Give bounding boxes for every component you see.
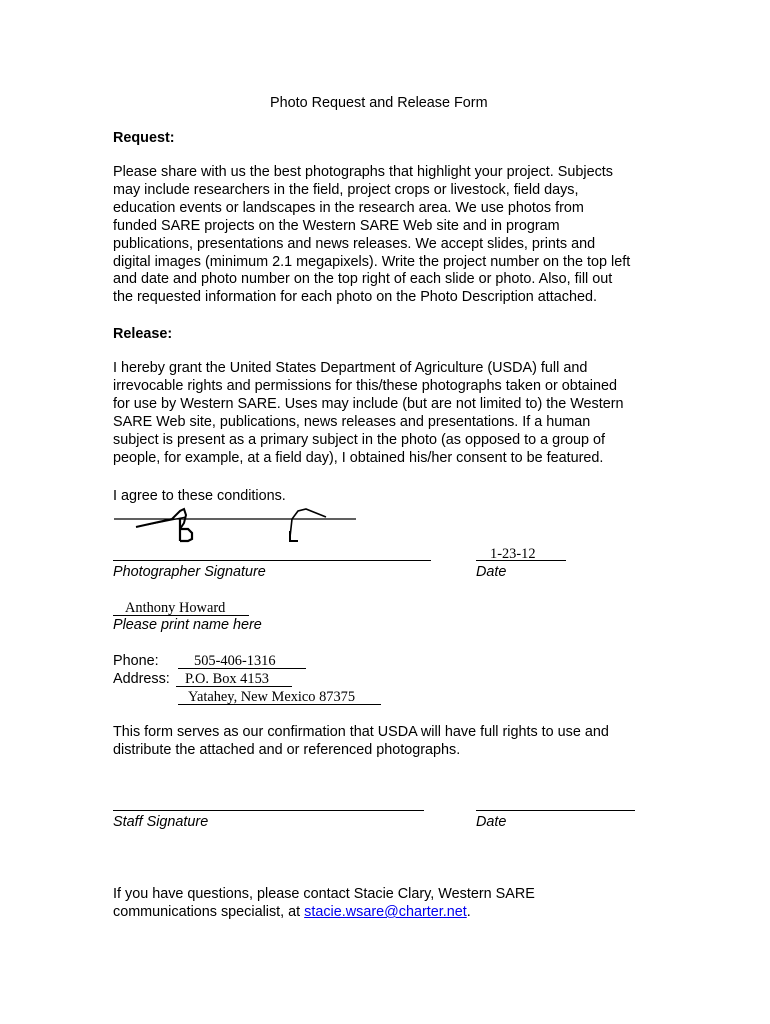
request-line: the requested information for each photo on the Photo Description attached. bbox=[113, 289, 597, 306]
release-line: people, for example, at a field day), I obtained his/her consent to be featured. bbox=[113, 449, 604, 466]
request-line: may include researchers in the field, project crops or livestock, field days, bbox=[113, 181, 579, 198]
photographer-signature-drawing bbox=[110, 507, 370, 547]
agree-statement: I agree to these conditions. bbox=[113, 488, 286, 504]
phone-label: Phone: bbox=[113, 653, 159, 669]
photographer-signature-line[interactable] bbox=[113, 560, 431, 561]
contact-suffix: . bbox=[466, 904, 471, 920]
staff-signature-line[interactable] bbox=[113, 810, 424, 811]
request-paragraph bbox=[113, 164, 673, 307]
release-heading: Release: bbox=[113, 326, 173, 342]
release-line: SARE Web site, publications, news releases and presentations. If a human bbox=[113, 413, 591, 430]
release-line: subject is present as a primary subject in the photo (as opposed to a group of bbox=[113, 431, 605, 448]
contact-line-2 bbox=[113, 903, 471, 921]
confirmation-line: This form serves as our confirmation that USDA will have full rights to use and bbox=[113, 724, 609, 740]
phone-value: 505-406-1316 bbox=[194, 653, 276, 669]
request-line: digital images (minimum 2.1 megapixels). Write the project number on the top left bbox=[113, 253, 631, 270]
contact-email-link[interactable]: stacie.wsare@charter.net bbox=[304, 904, 467, 920]
release-line: I hereby grant the United States Department of Agriculture (USDA) full and bbox=[113, 360, 588, 376]
request-line: publications, presentations and news releases. We accept slides, prints and bbox=[113, 235, 596, 252]
request-heading: Request: bbox=[113, 130, 175, 146]
release-line: for use by Western SARE. Uses may include (but are not limited to) the Western bbox=[113, 395, 624, 412]
request-line: Please share with us the best photographs that highlight your project. Subjects bbox=[113, 164, 613, 180]
request-line: education events or landscapes in the research area. We use photos from bbox=[113, 199, 584, 216]
printed-name-label: Please print name here bbox=[113, 617, 262, 633]
staff-date-line[interactable] bbox=[476, 810, 635, 811]
address-value-1: P.O. Box 4153 bbox=[185, 671, 269, 687]
confirmation-line: distribute the attached and or referenced photographs. bbox=[113, 741, 461, 758]
staff-signature-label: Staff Signature bbox=[113, 814, 209, 830]
request-line: funded SARE projects on the Western SARE Web site and in program bbox=[113, 217, 560, 234]
confirmation-paragraph bbox=[113, 724, 673, 760]
form-title: Photo Request and Release Form bbox=[270, 95, 488, 111]
address-value-2: Yatahey, New Mexico 87375 bbox=[188, 689, 356, 705]
photographer-signature-label: Photographer Signature bbox=[113, 564, 266, 580]
photographer-date-value: 1-23-12 bbox=[490, 546, 536, 562]
request-line: and date and photo number on the top right of each slide or photo. Also, fill out bbox=[113, 271, 613, 288]
release-line: irrevocable rights and permissions for this/these photographs taken or obtained bbox=[113, 377, 617, 394]
contact-line-1: If you have questions, please contact Stacie Clary, Western SARE bbox=[113, 886, 535, 902]
release-paragraph bbox=[113, 360, 673, 467]
photographer-date-label: Date bbox=[476, 564, 507, 580]
address-label: Address: bbox=[113, 671, 170, 687]
contact-prefix: communications specialist, at bbox=[113, 904, 305, 920]
staff-date-label: Date bbox=[476, 814, 507, 830]
printed-name-value: Anthony Howard bbox=[125, 600, 226, 616]
